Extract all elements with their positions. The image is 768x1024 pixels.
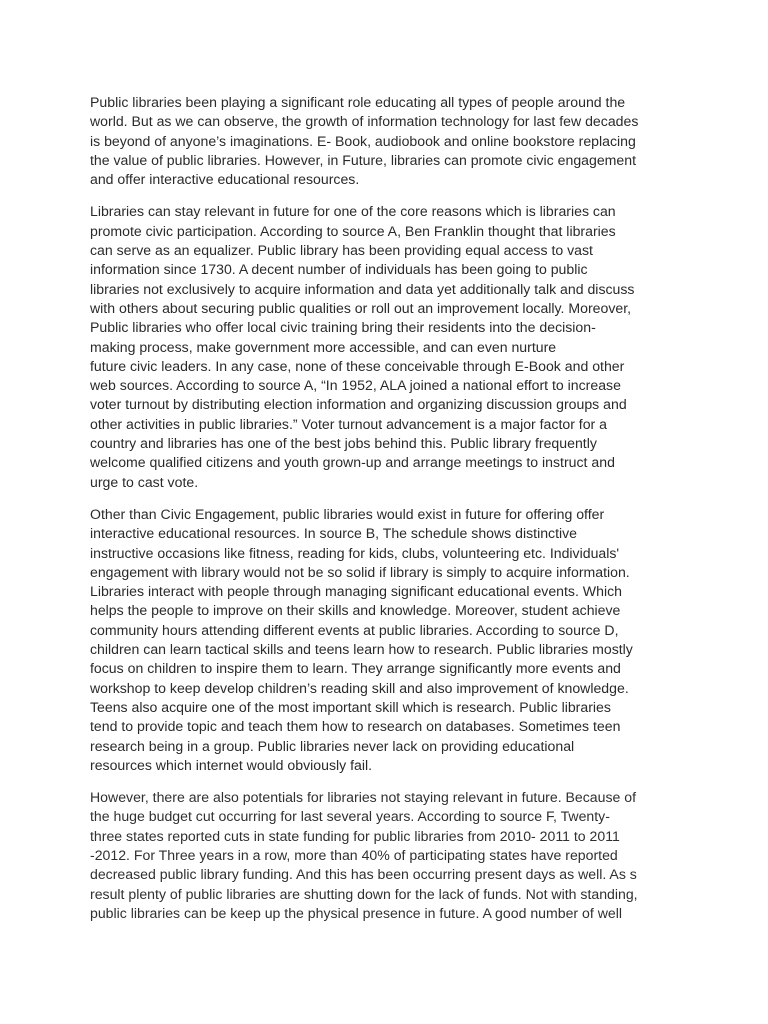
text-line: Other than Civic Engagement, public libraries would exist in future for offering offer <box>90 505 605 522</box>
paragraph-educational-resources <box>90 505 680 775</box>
text-line: world. But as we can observe, the growth of information technology for last few decades <box>90 113 639 130</box>
text-line: country and libraries has one of the best jobs behind this. Public library frequently <box>90 435 597 452</box>
text-line: Teens also acquire one of the most important skill which is research. Public libraries <box>90 698 611 715</box>
text-line: However, there are also potentials for libraries not staying relevant in future. Because of <box>90 789 637 806</box>
text-line: interactive educational resources. In source B, The schedule shows distinctive <box>90 525 578 542</box>
text-line: can serve as an equalizer. Public library has been providing equal access to vast <box>90 242 593 259</box>
text-line: instructive occasions like fitness, reading for kids, clubs, volunteering etc. Individuals' <box>90 544 620 561</box>
text-line: the value of public libraries. However, in Future, libraries can promote civic engagement <box>90 151 637 168</box>
paragraph-introduction <box>90 93 680 189</box>
text-line: children can learn tactical skills and teens learn how to research. Public libraries mostly <box>90 641 633 658</box>
text-line: future civic leaders. In any case, none of these conceivable through E-Book and other <box>90 357 625 374</box>
text-line: libraries not exclusively to acquire information and data yet additionally talk and discuss <box>90 280 635 297</box>
text-line: Public libraries who offer local civic training bring their residents into the decision- <box>90 319 596 336</box>
text-line: research being in a group. Public libraries never lack on providing educational <box>90 737 575 754</box>
text-line: welcome qualified citizens and youth grown-up and arrange meetings to instruct and <box>90 454 615 471</box>
text-line: urge to cast vote. <box>90 473 199 490</box>
text-line: Libraries can stay relevant in future for one of the core reasons which is libraries can <box>90 203 616 220</box>
text-line: resources which internet would obviously fail. <box>90 756 373 773</box>
text-line: result plenty of public libraries are shutting down for the lack of funds. Not with standing, <box>90 885 638 902</box>
text-line: and offer interactive educational resources. <box>90 171 360 188</box>
text-line: promote civic participation. According to source A, Ben Franklin thought that libraries <box>90 222 616 239</box>
paragraph-civic-participation <box>90 202 680 491</box>
text-line: focus on children to inspire them to learn. They arrange significantly more events and <box>90 660 621 677</box>
text-line: decreased public library funding. And this has been occurring present days as well. As s <box>90 866 637 883</box>
text-line: with others about securing public qualities or roll out an improvement locally. Moreover, <box>90 299 632 316</box>
text-line: -2012. For Three years in a row, more than 40% of participating states have reported <box>90 846 618 863</box>
text-line: workshop to keep develop children’s reading skill and also improvement of knowledge. <box>90 679 629 696</box>
text-line: public libraries can be keep up the physical presence in future. A good number of well <box>90 904 622 921</box>
text-line: web sources. According to source A, “In 1952, ALA joined a national effort to increase <box>90 377 621 394</box>
text-line: is beyond of anyone’s imaginations. E- Book, audiobook and online bookstore replacing <box>90 132 636 149</box>
text-line: voter turnout by distributing election information and organizing discussion groups and <box>90 396 627 413</box>
document-body <box>90 93 680 936</box>
text-line: tend to provide topic and teach them how to research on databases. Sometimes teen <box>90 718 621 735</box>
text-line: the huge budget cut occurring for last several years. According to source F, Twenty- <box>90 808 610 825</box>
paragraph-budget-cuts <box>90 788 680 923</box>
text-line: Libraries interact with people through managing significant educational events. Which <box>90 583 622 600</box>
text-line: Public libraries been playing a significant role educating all types of people around the <box>90 94 626 110</box>
text-line: three states reported cuts in state funding for public libraries from 2010- 2011 to 2011 <box>90 827 620 844</box>
text-line: community hours attending different events at public libraries. According to source D, <box>90 621 619 638</box>
text-line: information since 1730. A decent number of individuals has been going to public <box>90 261 588 278</box>
text-line: helps the people to improve on their skills and knowledge. Moreover, student achieve <box>90 602 621 619</box>
text-line: engagement with library would not be so solid if library is simply to acquire information. <box>90 563 630 580</box>
text-line: making process, make government more accessible, and can even nurture <box>90 338 557 355</box>
text-line: other activities in public libraries.” Voter turnout advancement is a major factor for a <box>90 415 608 432</box>
